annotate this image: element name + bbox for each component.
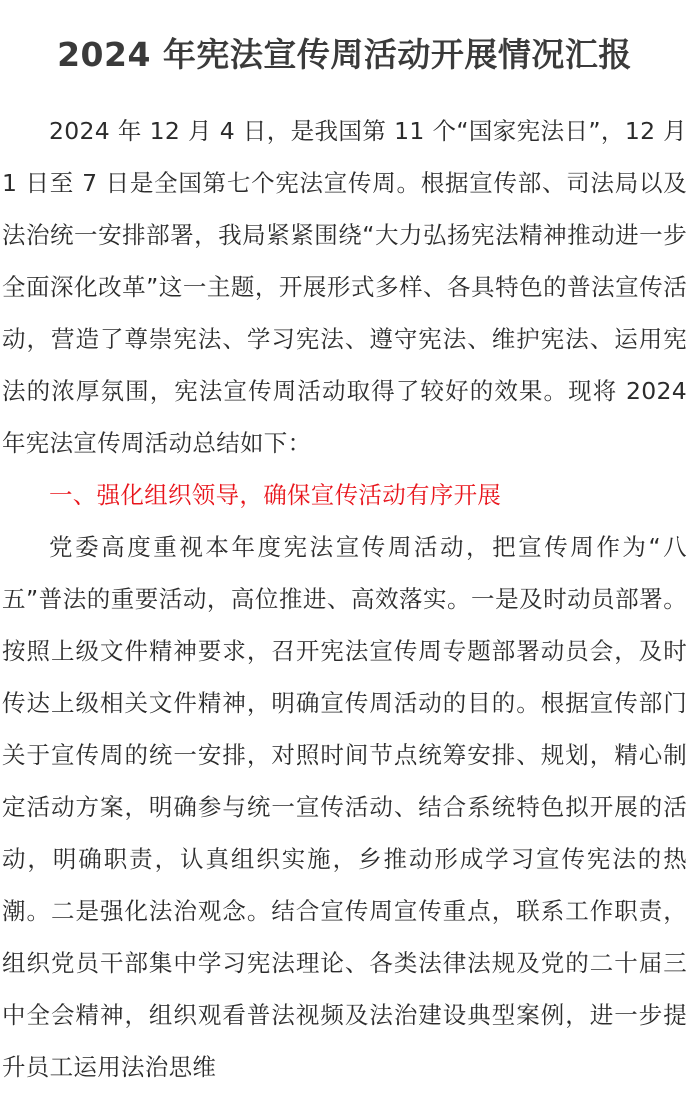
intro-paragraph: 2024 年 12 月 4 日，是我国第 11 个“国家宪法日”，12 月 1 日至 7 日是全国第七个宪法宣传周。根据宣传部、司法局以及法治统一安排部署，我局紧紧围绕“大力弘扬宪法精神推动进一步全面深化改革”这一主题，开展形式多样、各具特色的普法宣传活动，营造了尊崇宪法、学习宪法、遵守宪法、维护宪法、运用宪法的浓厚氛围，宪法宣传周活动取得了较好的效果。现将 2024 年宪法宣传周活动总结如下： [2,117,687,457]
document-body [2,80,687,1093]
section-heading: 一、强化组织领导，确保宣传活动有序开展 [49,481,502,509]
section-paragraph: 党委高度重视本年度宪法宣传周活动，把宣传周作为“八五”普法的重要活动，高位推进、高效落实。一是及时动员部署。按照上级文件精神要求，召开宪法宣传周专题部署动员会，及时传达上级相关文件精神，明确宣传周活动的目的。根据宣传部门关于宣传周的统一安排，对照时间节点统筹安排、规划，精心制定活动方案，明确参与统一宣传活动、结合系统特色拟开展的活动，明确职责，认真组织实施，乡推动形成学习宣传宪法的热潮。二是强化法治观念。结合宣传周宣传重点，联系工作职责，组织党员干部集中学习宪法理论、各类法律法规及党的二十届三中全会精神，组织观看普法视频及法治建设典型案例，进一步提升员工运用法治思维 [2,533,687,1081]
document-title: 2024 年宪法宣传周活动开展情况汇报 [57,35,632,74]
